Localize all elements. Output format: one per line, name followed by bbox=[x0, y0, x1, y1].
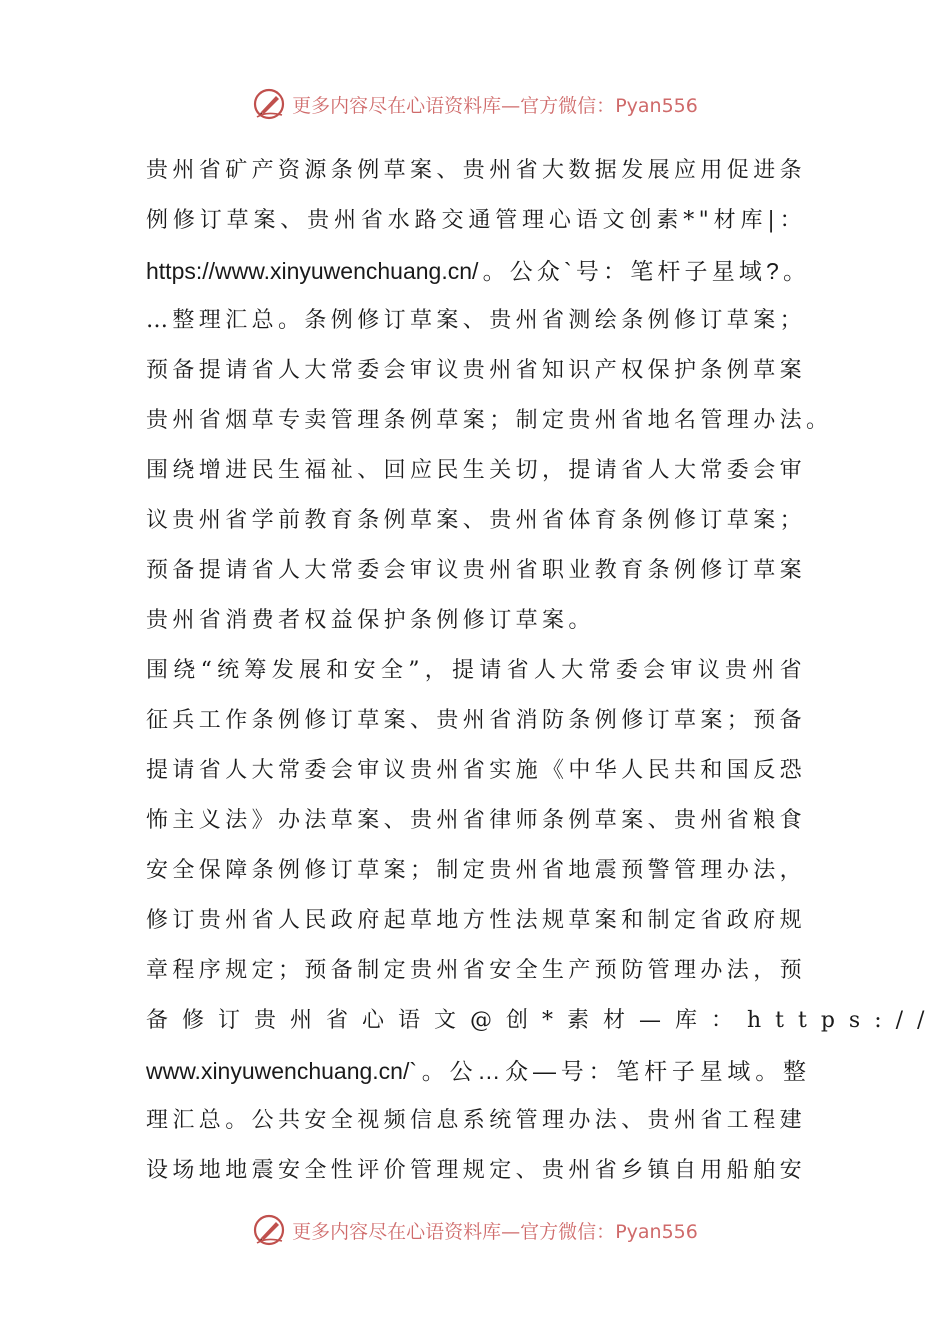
body-line: 修订贵州省人民政府起草地方性法规草案和制定省政府规 bbox=[146, 908, 807, 933]
body-line: 征兵工作条例修订草案、贵州省消防条例修订草案；预备 bbox=[146, 708, 807, 733]
body-line: 预备提请省人大常委会审议贵州省职业教育条例修订草案 bbox=[146, 558, 807, 583]
footer-banner bbox=[0, 1210, 950, 1250]
header-banner-label: 官方微信： bbox=[520, 94, 616, 117]
pen-logo-icon bbox=[252, 1213, 286, 1247]
body-line: 预备提请省人大常委会审议贵州省知识产权保护条例草案 bbox=[146, 358, 807, 383]
footer-banner-dash: — bbox=[501, 1220, 521, 1243]
header-banner-wechat: Pyan556 bbox=[615, 94, 698, 117]
body-line: 议贵州省学前教育条例草案、贵州省体育条例修订草案； bbox=[146, 508, 807, 533]
body-line: www.xinyuwenchuang.cn/`。公…众—号：笔杆子星域。整 bbox=[146, 1058, 806, 1084]
body-line: 贵州省消费者权益保护条例修订草案。 bbox=[146, 608, 595, 633]
body-line: 怖主义法》办法草案、贵州省律师条例草案、贵州省粮食 bbox=[146, 808, 807, 833]
body-line: 贵州省烟草专卖管理条例草案；制定贵州省地名管理办法。 bbox=[146, 408, 833, 433]
body-line: 安全保障条例修订草案；制定贵州省地震预警管理办法， bbox=[146, 858, 807, 883]
footer-banner-main: 更多内容尽在心语资料库 bbox=[292, 1220, 502, 1243]
footer-banner-wechat: Pyan556 bbox=[615, 1220, 698, 1243]
footer-banner-text bbox=[292, 1217, 698, 1244]
body-line: 围绕增进民生福祉、回应民生关切，提请省人大常委会审 bbox=[146, 458, 807, 483]
body-line: https://www.xinyuwenchuang.cn/。公众`号：笔杆子星域?。 bbox=[146, 258, 806, 284]
pen-logo-icon bbox=[252, 87, 286, 121]
body-line: 提请省人大常委会审议贵州省实施《中华人民共和国反恐 bbox=[146, 758, 807, 783]
footer-banner-label: 官方微信： bbox=[520, 1220, 616, 1243]
body-line: 章程序规定；预备制定贵州省安全生产预防管理办法，预 bbox=[146, 958, 807, 983]
body-line: 设场地地震安全性评价管理规定、贵州省乡镇自用船舶安 bbox=[146, 1158, 807, 1183]
body-line: 贵州省矿产资源条例草案、贵州省大数据发展应用促进条 bbox=[146, 158, 807, 183]
header-banner-text bbox=[292, 91, 698, 118]
header-banner-main: 更多内容尽在心语资料库 bbox=[292, 94, 502, 117]
body-line: 理汇总。公共安全视频信息系统管理办法、贵州省工程建 bbox=[146, 1108, 807, 1133]
body-line: …整理汇总。条例修订草案、贵州省测绘条例修订草案； bbox=[146, 308, 807, 333]
document-body bbox=[146, 146, 939, 1196]
header-banner bbox=[0, 84, 950, 124]
body-line: 备修订贵州省心语文@创*素材—库：https:// bbox=[146, 1008, 939, 1033]
body-line: 例修订草案、贵州省水路交通管理心语文创素*"材库|： bbox=[146, 208, 806, 233]
header-banner-dash: — bbox=[501, 94, 521, 117]
body-line: 围绕“统筹发展和安全”，提请省人大常委会审议贵州省 bbox=[146, 658, 806, 683]
